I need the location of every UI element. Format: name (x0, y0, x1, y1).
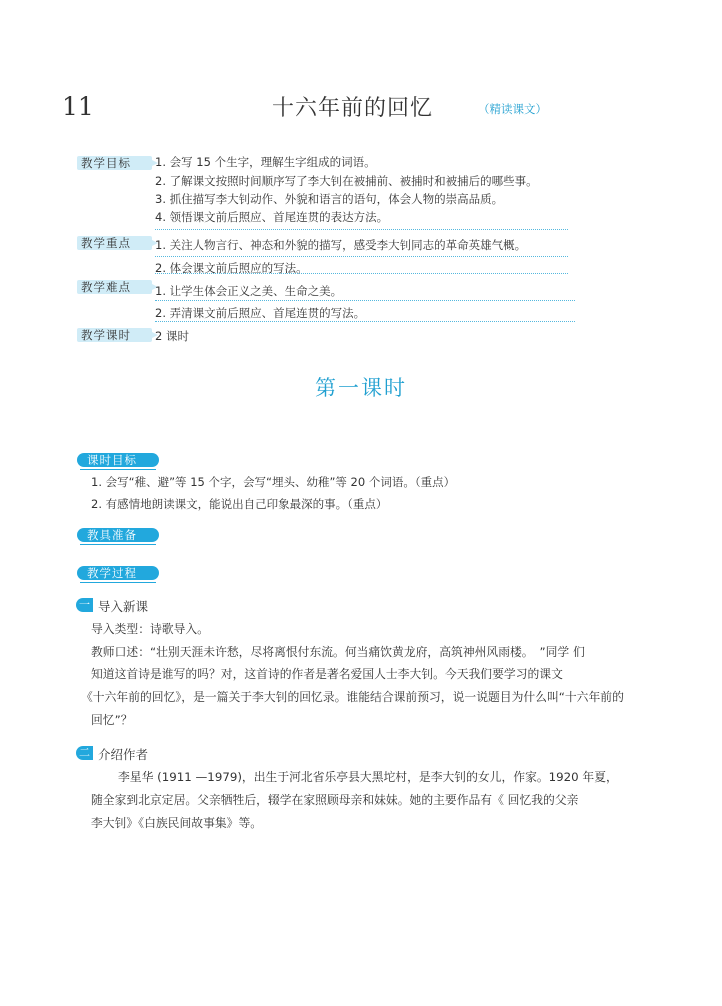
period-goals-label: 课时目标 (77, 453, 159, 467)
body-line: 导入类型：诗歌导入。 (91, 622, 209, 636)
body-line: 《十六年前的回忆》，是一篇关于李大钊的回忆录。谁能结合课前预习，说一说题目为什么叫“十六年前的 (81, 690, 624, 704)
body-line: 知道这首诗是谁写的吗？对，这首诗的作者是著名爱国人士李大钊。今天我们要学习的课文 (91, 667, 563, 681)
step-marker: 一 (76, 598, 93, 612)
objective-item: 4. 领悟课文前后照应、首尾连贯的表达方法。 (155, 210, 389, 224)
body-line: 教师口述：“壮别天涯未许愁，尽将离恨付东流。何当痛饮黄龙府，高筑神州风雨楼。 ”同学 们 (91, 645, 585, 659)
lesson-number: 11 (62, 92, 94, 121)
body-line: 李大钊》《白族民间故事集》等。 (91, 816, 263, 830)
divider (155, 256, 568, 257)
step-marker: 二 (76, 746, 93, 760)
step-title: 导入新课 (98, 599, 149, 614)
divider (155, 273, 568, 274)
preparation-label: 教具准备 (77, 528, 159, 542)
objective-item: 3. 抓住描写李大钊动作、外貌和语言的语句，体会人物的崇高品质。 (155, 192, 504, 206)
step-title: 介绍作者 (98, 747, 149, 762)
hours-label: 教学课时 (77, 328, 152, 342)
lesson-type: （精读课文） (478, 102, 547, 116)
objective-item: 1. 会写 15 个生字，理解生字组成的词语。 (155, 155, 376, 169)
key-point-item: 2. 体会课文前后照应的写法。 (155, 261, 308, 275)
body-line: 回忆”？ (91, 713, 133, 727)
difficulties-label: 教学难点 (77, 280, 152, 294)
objectives-label: 教学目标 (77, 156, 152, 170)
body-line: 李星华 (1911 —1979)，出生于河北省乐亭县大黑坨村，是李大钊的女儿，作家。1920 年夏， (118, 770, 618, 784)
difficulty-item: 1. 让学生体会正义之美、生命之美。 (155, 284, 343, 298)
body-line: 随全家到北京定居。父亲牺牲后，辍学在家照顾母亲和妹妹。她的主要作品有《 回忆我的父亲 (91, 793, 579, 807)
section-title: 第一课时 (315, 376, 407, 400)
period-goal-item: 2. 有感情地朗读课文，能说出自己印象最深的事。（重点） (91, 497, 388, 511)
divider (155, 321, 575, 322)
process-label: 教学过程 (77, 566, 159, 580)
objective-item: 2. 了解课文按照时间顺序写了李大钊在被捕前、被捕时和被捕后的哪些事。 (155, 174, 538, 188)
period-goal-item: 1. 会写“稚、避”等 15 个字，会写“埋头、幼稚”等 20 个词语。（重点） (91, 475, 456, 489)
hours-value: 2 课时 (155, 329, 189, 343)
difficulty-item: 2. 弄清课文前后照应、首尾连贯的写法。 (155, 306, 366, 320)
key-points-label: 教学重点 (77, 236, 152, 250)
key-point-item: 1. 关注人物言行、神态和外貌的描写，感受李大钊同志的革命英雄气概。 (155, 238, 527, 252)
divider (155, 229, 568, 230)
divider (155, 300, 575, 301)
lesson-title: 十六年前的回忆 (272, 96, 434, 121)
